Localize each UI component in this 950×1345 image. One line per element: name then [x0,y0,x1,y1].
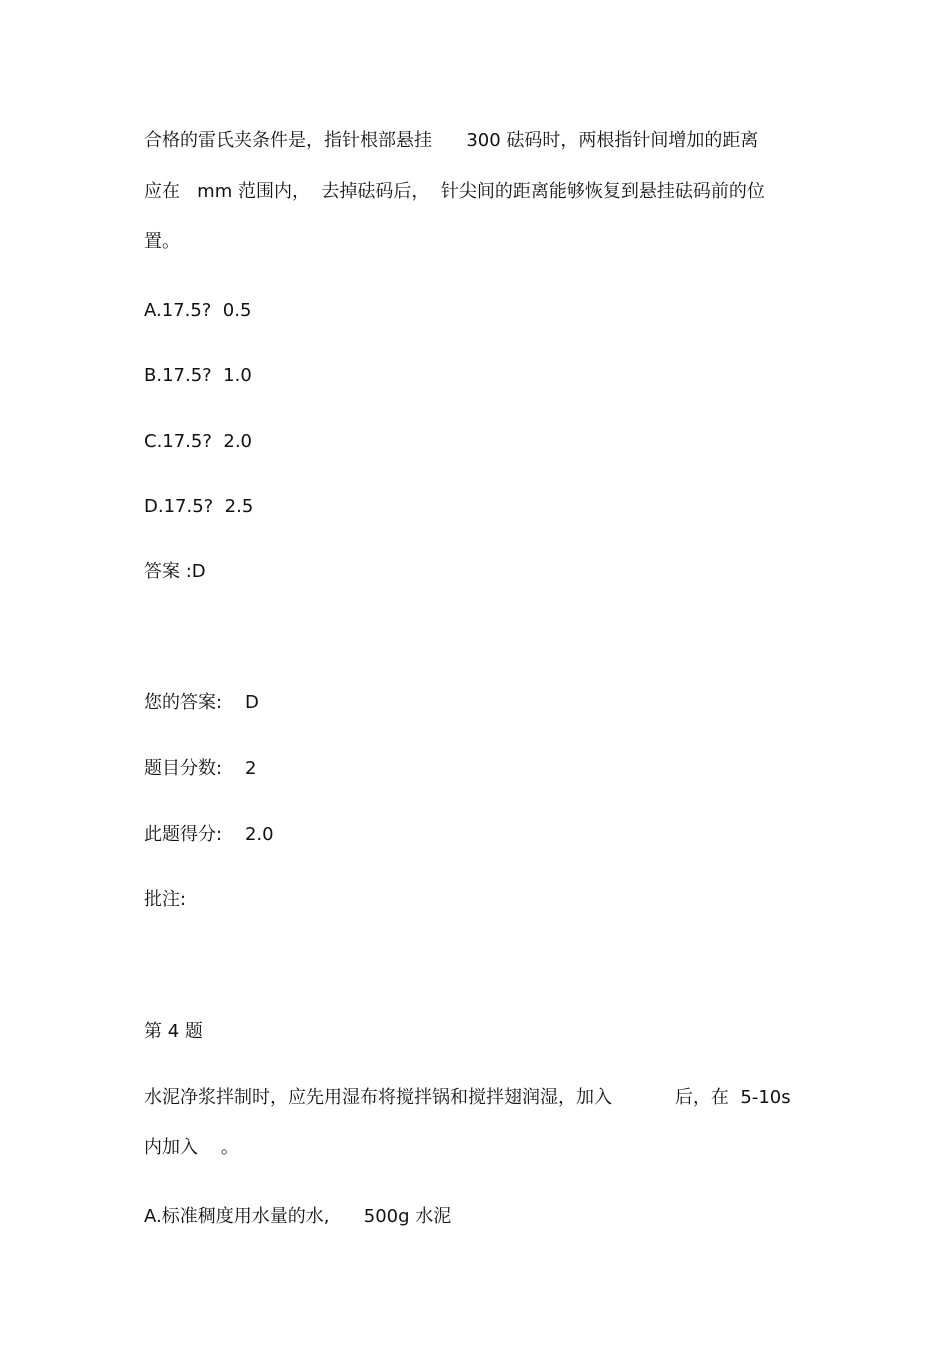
question-4-stem-line-1: 水泥净浆拌制时，应先用湿布将搅拌锅和搅拌翅润湿，加入 后，在 5-10s [144,1087,791,1108]
question-3-stem-line-2: 应在 mm 范围内， 去掉砝码后， 针尖间的距离能够恢复到悬挂砝码前的位 [144,181,765,202]
your-answer: 您的答案: D [144,692,259,713]
question-3-stem-line-3: 置。 [144,231,180,252]
option-a: A.17.5? 0.5 [144,300,252,321]
earned-score: 此题得分: 2.0 [144,824,274,845]
question-3-stem-line-1: 合格的雷氏夹条件是，指针根部悬挂 300 砝码时，两根指针间增加的距离 [144,130,759,151]
question-4-option-a: A.标准稠度用水量的水, 500g 水泥 [144,1206,452,1227]
question-score: 题目分数: 2 [144,758,257,779]
question-4-title: 第 4 题 [144,1021,203,1042]
comment-label: 批注: [144,889,187,910]
option-b: B.17.5? 1.0 [144,365,252,386]
option-d: D.17.5? 2.5 [144,496,254,517]
option-c: C.17.5? 2.0 [144,431,252,452]
correct-answer: 答案 :D [144,561,206,582]
question-4-stem-line-2: 内加入 。 [144,1137,239,1158]
